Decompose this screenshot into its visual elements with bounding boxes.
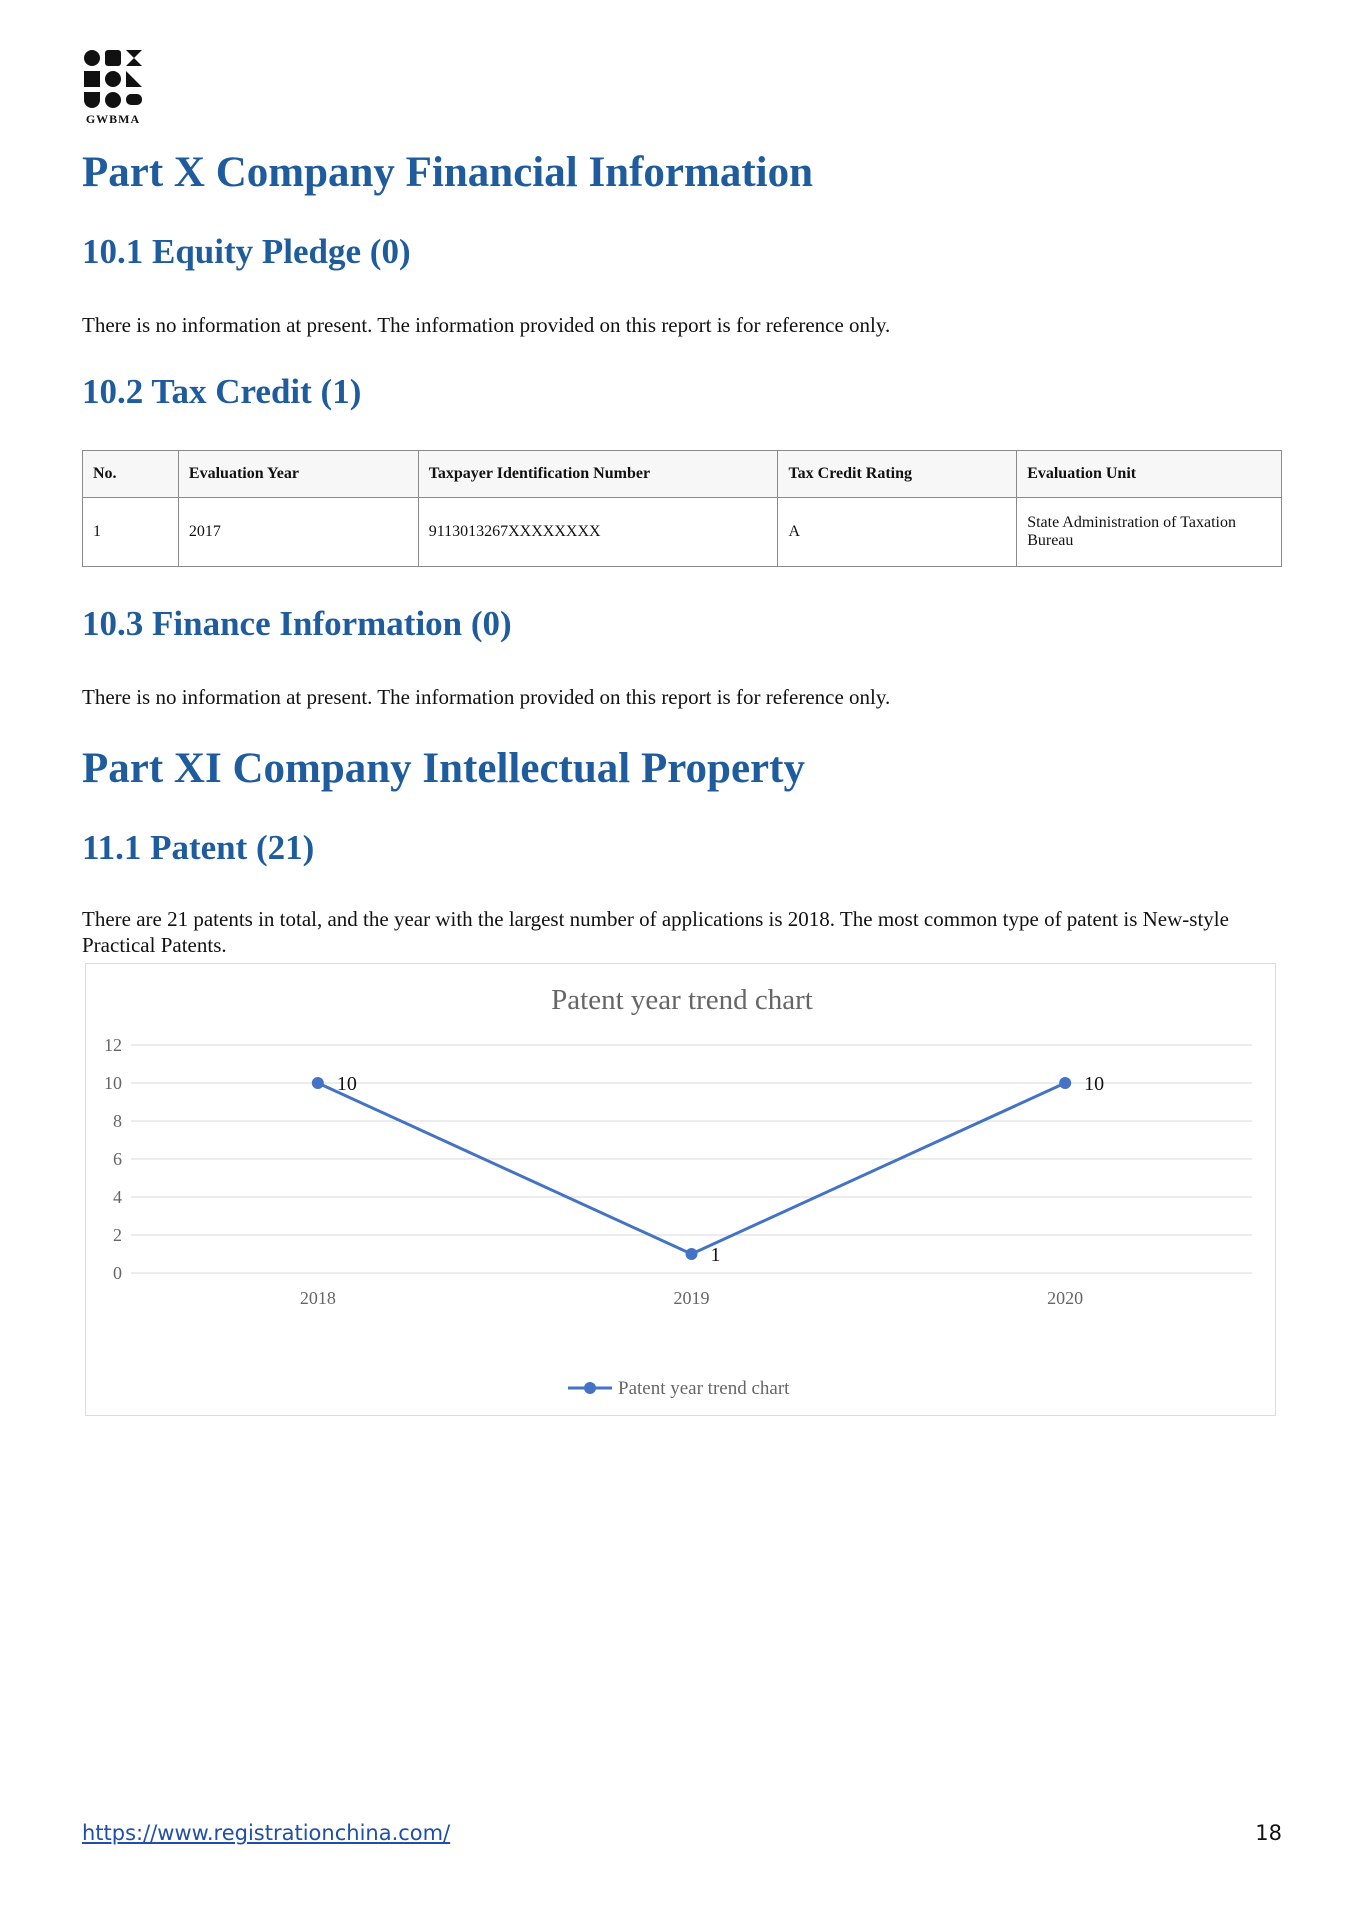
col-header-no: No. — [83, 451, 179, 498]
data-label: 10 — [336, 1073, 357, 1095]
cell-taxpayer-id: 9113013267XXXXXXXX — [418, 498, 778, 567]
finance-info-title: 10.3 Finance Information (0) — [82, 604, 512, 643]
legend-marker-icon — [584, 1382, 596, 1394]
y-tick-label: 12 — [104, 1035, 122, 1055]
y-tick-label: 4 — [113, 1187, 122, 1207]
cell-no: 1 — [83, 498, 179, 567]
data-point — [686, 1248, 698, 1260]
page-number: 18 — [1255, 1821, 1282, 1845]
x-tick-label: 2019 — [673, 1288, 710, 1308]
legend-label: Patent year trend chart — [618, 1378, 790, 1399]
col-header-evaluation-unit: Evaluation Unit — [1017, 451, 1282, 498]
series-line — [318, 1083, 1065, 1254]
part-x-title: Part X Company Financial Information — [82, 149, 813, 196]
cell-tax-credit-rating: A — [778, 498, 1017, 567]
gwbma-logo — [82, 48, 144, 127]
y-tick-label: 0 — [113, 1263, 122, 1283]
col-header-evaluation-year: Evaluation Year — [178, 451, 418, 498]
cell-evaluation-unit: State Administration of Taxation Bureau — [1017, 498, 1282, 567]
y-tick-label: 2 — [113, 1225, 122, 1245]
patent-text: There are 21 patents in total, and the year with the largest number of applications is 2018. The most common type of patent is New-style Practical Patents. — [82, 907, 1229, 957]
y-tick-label: 6 — [113, 1149, 122, 1169]
y-tick-label: 10 — [104, 1073, 122, 1093]
col-header-tax-credit-rating: Tax Credit Rating — [778, 451, 1017, 498]
cell-evaluation-year: 2017 — [178, 498, 418, 567]
chart-title: Patent year trend chart — [551, 984, 813, 1016]
y-tick-label: 8 — [113, 1111, 122, 1131]
data-point — [312, 1077, 324, 1089]
patent-trend-chart — [85, 963, 1276, 1416]
part-xi-title: Part XI Company Intellectual Property — [82, 745, 805, 792]
logo-text: GWBMA — [85, 112, 141, 126]
table-row — [83, 498, 1282, 567]
tax-credit-table — [82, 450, 1282, 567]
tax-credit-title: 10.2 Tax Credit (1) — [82, 372, 362, 411]
chart-legend — [568, 1378, 790, 1399]
logo-mark-icon — [82, 48, 144, 110]
finance-info-text: There is no information at present. The information provided on this report is for reference only. — [82, 685, 891, 709]
patent-title: 11.1 Patent (21) — [82, 828, 315, 867]
footer-url-link[interactable]: https://www.registrationchina.com/ — [82, 1821, 451, 1845]
x-tick-label: 2020 — [1047, 1288, 1084, 1308]
equity-pledge-title: 10.1 Equity Pledge (0) — [82, 232, 411, 271]
equity-pledge-text: There is no information at present. The information provided on this report is for reference only. — [82, 313, 891, 337]
data-label: 10 — [1084, 1073, 1105, 1095]
col-header-taxpayer-id: Taxpayer Identification Number — [418, 451, 778, 498]
data-label: 1 — [710, 1244, 721, 1266]
x-tick-label: 2018 — [299, 1288, 336, 1308]
table-header-row — [83, 451, 1282, 498]
data-point — [1059, 1077, 1071, 1089]
chart-svg — [86, 964, 1277, 1417]
